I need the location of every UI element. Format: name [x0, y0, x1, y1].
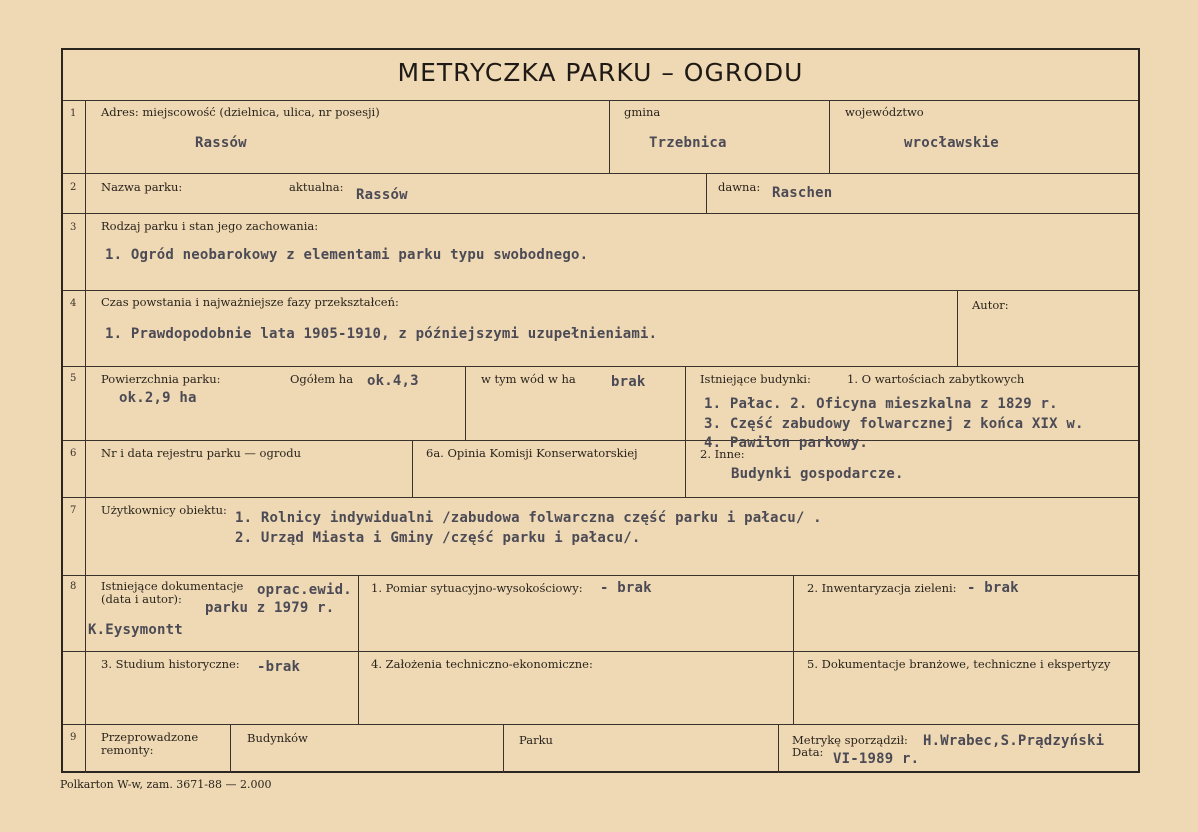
- row-divider: [63, 173, 1138, 174]
- users-label: Użytkownicy obiektu:: [101, 503, 227, 517]
- row-number: 2: [70, 182, 77, 193]
- total-area-value: ok.4,3: [367, 373, 419, 389]
- park-type-value: 1. Ogród neobarokowy z elementami parku typu swobodnego.: [105, 247, 589, 263]
- survey-label: 1. Pomiar sytuacyjno-wysokościowy:: [371, 581, 583, 595]
- buildings-line-3: 4. Pawilon parkowy.: [704, 435, 868, 451]
- park-name-label: Nazwa parku:: [101, 180, 183, 194]
- row-divider: [63, 724, 1138, 725]
- existing-docs-value-1: oprac.ewid.: [257, 582, 352, 598]
- form-grid: [63, 50, 1138, 771]
- former-name-value: Raschen: [772, 185, 833, 201]
- branch-docs-label: 5. Dokumentacje branżowe, techniczne i ekspertyzy: [807, 657, 1111, 671]
- former-name-label: dawna:: [718, 180, 761, 194]
- cell-divider: [465, 366, 466, 440]
- creation-time-value: 1. Prawdopodobnie lata 1905-1910, z późniejszymi uzupełnieniami.: [105, 326, 658, 342]
- gmina-value: Trzebnica: [649, 135, 727, 151]
- registry-label: Nr i data rejestru parku — ogrodu: [101, 446, 302, 460]
- existing-docs-value-2: parku z 1979 r.: [205, 600, 335, 616]
- users-line-1: 1. Rolnicy indywidualni /zabudowa folwarczna część parku i pałacu/ .: [235, 510, 822, 526]
- row-number: 8: [70, 581, 77, 592]
- printer-footer: Polkarton W-w, zam. 3671-88 — 2.000: [60, 778, 272, 791]
- row-divider: [63, 440, 1138, 441]
- water-area-label: w tym wód w ha: [481, 372, 576, 386]
- cell-divider: [829, 100, 830, 173]
- repairs-label: [101, 731, 198, 757]
- cell-divider: [503, 724, 504, 773]
- author-label: Autor:: [972, 298, 1009, 312]
- prepared-by-label: Metrykę sporządził:: [792, 733, 908, 747]
- voivodeship-value: wrocławskie: [904, 135, 999, 151]
- row-number: 9: [70, 732, 77, 743]
- greenery-label: 2. Inwentaryzacja zieleni:: [807, 581, 957, 595]
- row-number: 7: [70, 505, 77, 516]
- existing-docs-label-line1: Istniejące dokumentacje: [101, 579, 244, 593]
- water-area-value: brak: [611, 374, 646, 390]
- address-label: Adres: miejscowość (dzielnica, ulica, nr posesji): [101, 105, 380, 119]
- row-divider: [63, 651, 1138, 652]
- park-area-label: Powierzchnia parku:: [101, 372, 221, 386]
- park-type-label: Rodzaj parku i stan jego zachowania:: [101, 219, 319, 233]
- other-buildings-label: 2. Inne:: [700, 447, 745, 461]
- row-divider: [63, 366, 1138, 367]
- prepared-by-value: H.Wrabec,S.Prądzyński: [923, 733, 1105, 749]
- history-study-label: 3. Studium historyczne:: [101, 657, 240, 671]
- history-study-value: -brak: [257, 659, 301, 675]
- row-divider: [63, 213, 1138, 214]
- cell-divider: [412, 440, 413, 497]
- other-buildings-value: Budynki gospodarcze.: [731, 466, 904, 482]
- address-value: Rassów: [195, 135, 247, 151]
- creation-time-label: Czas powstania i najważniejsze fazy przekształceń:: [101, 295, 399, 309]
- row-number: 3: [70, 222, 77, 233]
- row-number: 1: [70, 108, 77, 119]
- row-number: 6: [70, 448, 77, 459]
- repairs-label-line1: Przeprowadzone: [101, 730, 199, 744]
- cell-divider: [230, 724, 231, 773]
- cell-divider: [685, 366, 686, 497]
- voivodeship-label: województwo: [845, 105, 924, 119]
- repairs-buildings-label: Budynków: [247, 731, 308, 745]
- cell-divider: [706, 173, 707, 213]
- current-name-label: aktualna:: [289, 180, 344, 194]
- current-name-value: Rassów: [356, 187, 408, 203]
- conservation-opinion-label: 6a. Opinia Komisji Konserwatorskiej: [426, 446, 638, 460]
- row-divider: [63, 575, 1138, 576]
- survey-value: - brak: [600, 580, 652, 596]
- form-title: METRYCZKA PARKU – OGRODU: [397, 58, 804, 87]
- greenery-value: - brak: [967, 580, 1019, 596]
- date-label: Data:: [792, 745, 824, 759]
- cell-divider: [793, 575, 794, 724]
- historic-buildings-label: 1. O wartościach zabytkowych: [847, 372, 1025, 386]
- existing-buildings-label: Istniejące budynki:: [700, 372, 811, 386]
- cell-divider: [609, 100, 610, 173]
- cell-divider: [778, 724, 779, 773]
- repairs-label-line2: remonty:: [101, 743, 154, 757]
- repairs-park-label: Parku: [519, 733, 553, 747]
- number-column-divider: [85, 100, 86, 773]
- park-area-value: ok.2,9 ha: [119, 390, 197, 406]
- existing-docs-label-line2: (data i autor):: [101, 592, 182, 606]
- total-area-label: Ogółem ha: [290, 372, 354, 386]
- users-line-2: 2. Urząd Miasta i Gminy /część parku i pałacu/.: [235, 530, 641, 546]
- cell-divider: [358, 575, 359, 724]
- row-number: 5: [70, 373, 77, 384]
- row-divider: [63, 497, 1138, 498]
- date-value: VI-1989 r.: [833, 751, 920, 767]
- existing-docs-value-3: K.Eysymontt: [88, 622, 183, 638]
- row-divider: [63, 290, 1138, 291]
- form-card: [61, 48, 1140, 773]
- title-divider: [63, 100, 1138, 101]
- cell-divider: [957, 290, 958, 366]
- tech-econ-label: 4. Założenia techniczno-ekonomiczne:: [371, 657, 593, 671]
- row-number: 4: [70, 298, 77, 309]
- buildings-line-2: 3. Część zabudowy folwarcznej z końca XIX w.: [704, 416, 1084, 432]
- gmina-label: gmina: [624, 105, 661, 119]
- buildings-line-1: 1. Pałac. 2. Oficyna mieszkalna z 1829 r.: [704, 396, 1058, 412]
